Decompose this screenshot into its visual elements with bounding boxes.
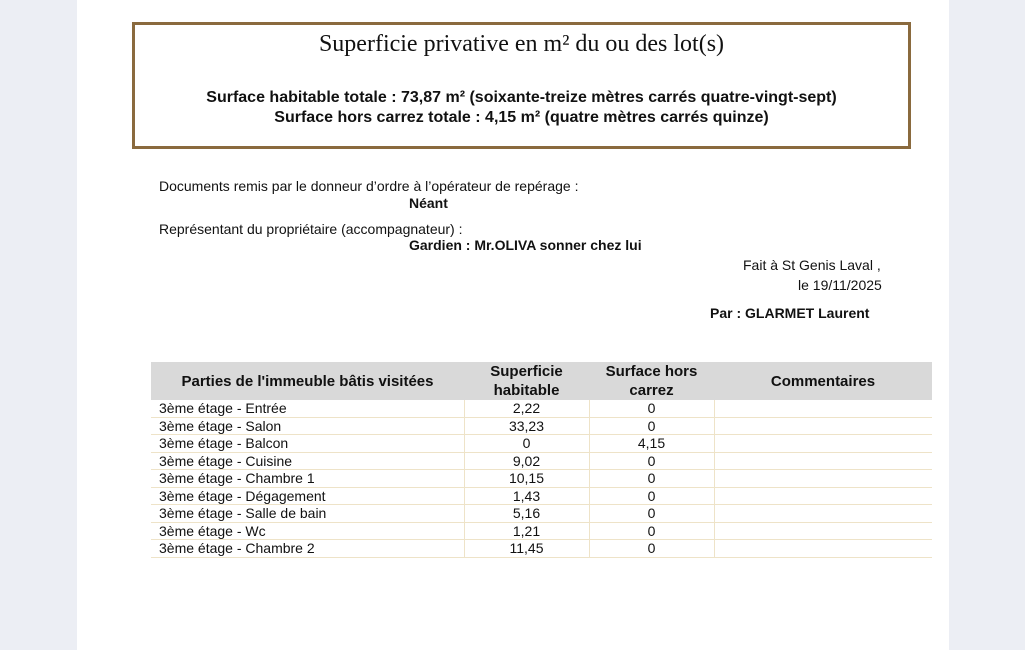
room-name: 3ème étage - Dégagement [151,487,464,505]
room-name: 3ème étage - Salle de bain [151,505,464,523]
habitable-value: 1,21 [464,522,589,540]
surface-hors-carrez-total: Surface hors carrez totale : 4,15 m² (quatre mètres carrés quinze) [274,109,769,126]
surface-habitable-total: Surface habitable totale : 73,87 m² (soixante-treize mètres carrés quatre-vingt-sept) [206,89,837,106]
hors-carrez-value: 0 [589,540,714,558]
representative-value: Gardien : Mr.OLIVA sonner chez lui [409,237,642,253]
header-comments: Commentaires [714,362,932,400]
table-row [151,417,932,435]
comment [714,417,932,435]
table-row [151,487,932,505]
rooms-table [151,362,932,558]
room-name: 3ème étage - Wc [151,522,464,540]
comment [714,400,932,417]
room-name: 3ème étage - Chambre 1 [151,470,464,488]
habitable-value: 33,23 [464,417,589,435]
table-row [151,522,932,540]
habitable-value: 10,15 [464,470,589,488]
hors-carrez-value: 0 [589,487,714,505]
habitable-value: 1,43 [464,487,589,505]
comment [714,435,932,453]
room-name: 3ème étage - Chambre 2 [151,540,464,558]
habitable-value: 2,22 [464,400,589,417]
summary-box [132,22,911,149]
hors-carrez-value: 4,15 [589,435,714,453]
header-parts: Parties de l'immeuble bâtis visitées [151,362,464,400]
comment [714,470,932,488]
signature-date: le 19/11/2025 [798,277,882,293]
representative-label: Représentant du propriétaire (accompagnateur) : [159,221,463,237]
habitable-value: 5,16 [464,505,589,523]
signature-place: Fait à St Genis Laval , [743,257,881,273]
table-row [151,470,932,488]
comment [714,522,932,540]
documents-value: Néant [409,195,448,211]
hors-carrez-value: 0 [589,522,714,540]
hors-carrez-value: 0 [589,452,714,470]
table-row [151,400,932,417]
room-name: 3ème étage - Cuisine [151,452,464,470]
comment [714,487,932,505]
room-name: 3ème étage - Entrée [151,400,464,417]
comment [714,505,932,523]
documents-label: Documents remis par le donneur d’ordre à l’opérateur de repérage : [159,178,579,194]
table-row [151,435,932,453]
summary-title: Superficie privative en m² du ou des lot(s) [318,31,725,57]
room-name: 3ème étage - Salon [151,417,464,435]
header-habitable: Superficie habitable [464,362,589,400]
table-row [151,540,932,558]
hors-carrez-value: 0 [589,470,714,488]
comment [714,452,932,470]
signature-by: Par : GLARMET Laurent [710,305,870,321]
hors-carrez-value: 0 [589,417,714,435]
comment [714,540,932,558]
table-row [151,452,932,470]
header-hors-carrez: Surface hors carrez [589,362,714,400]
habitable-value: 11,45 [464,540,589,558]
habitable-value: 9,02 [464,452,589,470]
table-row [151,505,932,523]
habitable-value: 0 [464,435,589,453]
hors-carrez-value: 0 [589,505,714,523]
room-name: 3ème étage - Balcon [151,435,464,453]
hors-carrez-value: 0 [589,400,714,417]
